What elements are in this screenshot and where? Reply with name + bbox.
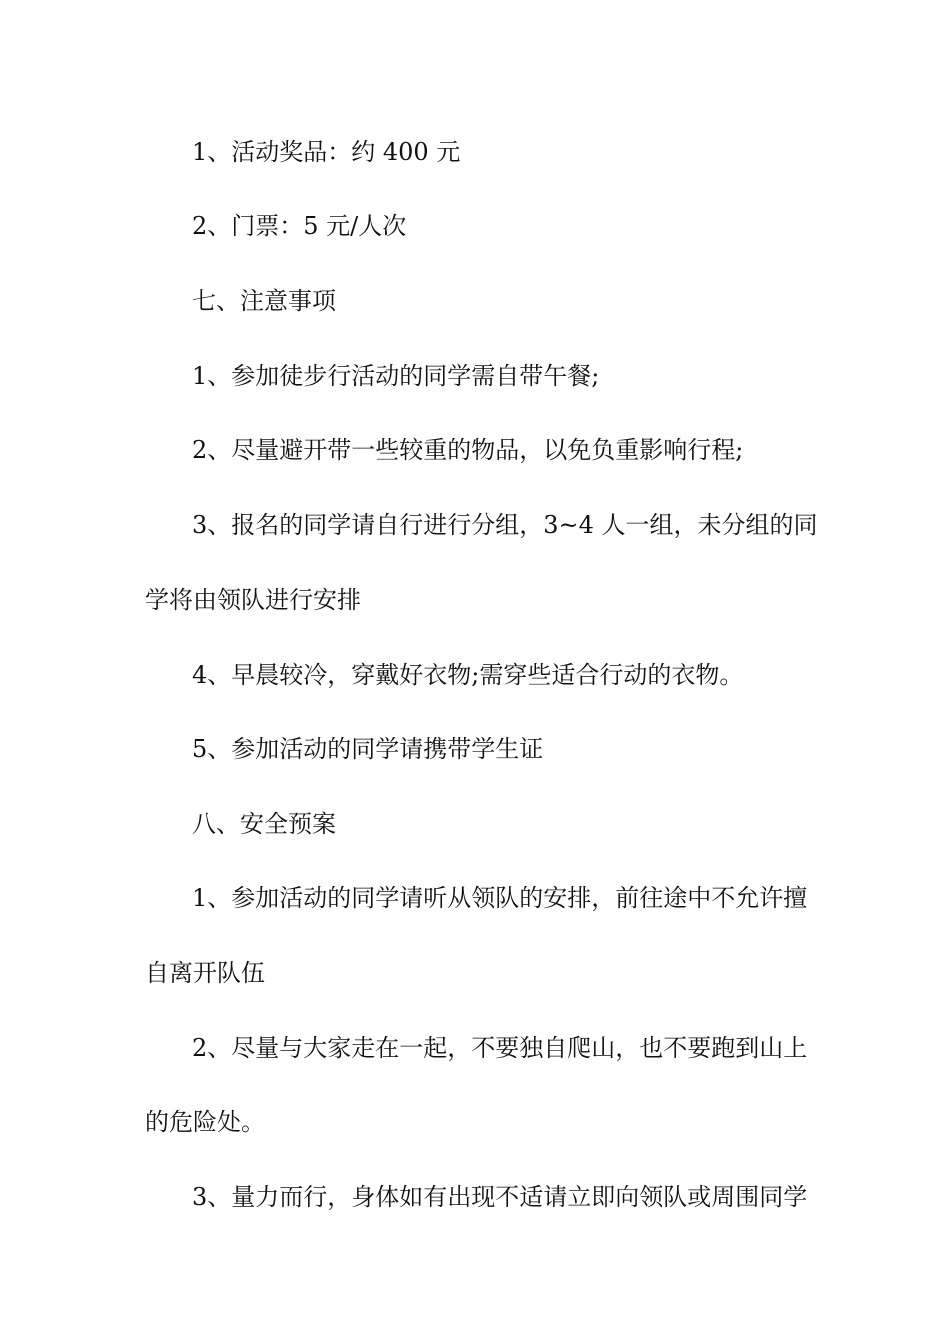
safety-item-2: 2、尽量与大家走在一起，不要独自爬山，也不要跑到山上 [192, 1034, 808, 1062]
note-item-4: 4、早晨较冷，穿戴好衣物;需穿些适合行动的衣物。 [192, 661, 744, 689]
note-item-2: 2、尽量避开带一些较重的物品，以免负重影响行程; [192, 436, 744, 464]
note-item-3: 3、报名的同学请自行进行分组，3~4 人一组，未分组的同 [192, 511, 818, 539]
section-heading-notes: 七、注意事项 [192, 287, 336, 315]
note-item-5: 5、参加活动的同学请携带学生证 [192, 735, 544, 763]
note-item-3-continued: 学将由领队进行安排 [145, 586, 361, 614]
prize-budget-line: 1、活动奖品：约 400 元 [192, 138, 461, 166]
section-heading-safety: 八、安全预案 [192, 810, 336, 838]
safety-item-3: 3、量力而行，身体如有出现不适请立即向领队或周围同学 [192, 1183, 808, 1211]
safety-item-1: 1、参加活动的同学请听从领队的安排，前往途中不允许擅 [192, 884, 808, 912]
safety-item-2-continued: 的危险处。 [145, 1108, 265, 1136]
safety-item-1-continued: 自离开队伍 [145, 959, 265, 987]
note-item-1: 1、参加徒步行活动的同学需自带午餐; [192, 362, 600, 390]
ticket-price-line: 2、门票：5 元/人次 [192, 212, 407, 240]
